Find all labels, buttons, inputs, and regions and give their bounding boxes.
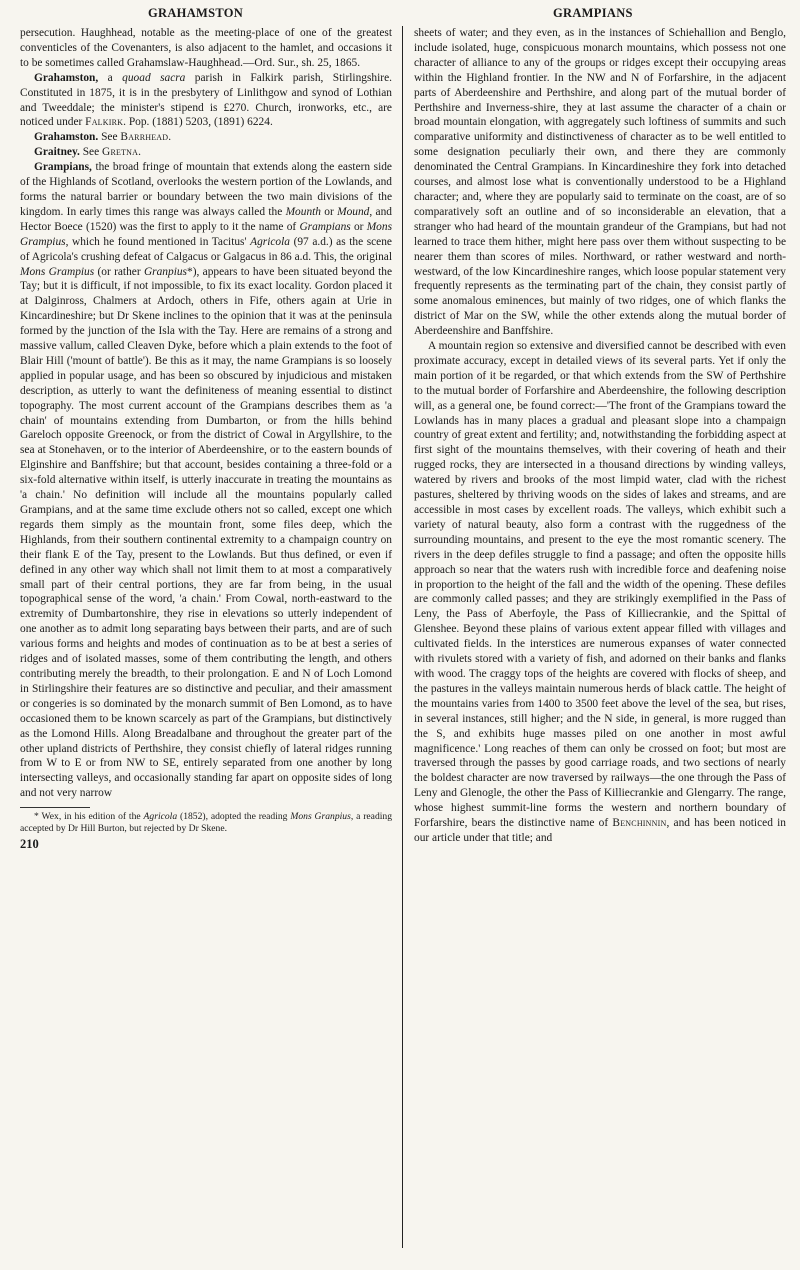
header-left: GRAHAMSTON — [148, 6, 244, 20]
entry-grahamston-parish — [20, 71, 392, 131]
text: *), appears to have been situated beyond the Tay; but it is difficult, if not impossible, to fix its exact locality. Gordon placed it at Dalginross, Chalmers at Ardoch, others in Fife, others again at Urie in Kincardineshire; but Dr Skene inclines to the opinion that it was at the peninsula formed by the junction of the Isla with the Tay. Here are remains of a strong and massive vallum, called Cleaven Dyke, before which a plain extends to the foot of Blair Hill ('mount of battle'). Be this as it may, the name Grampians is so loosely applied in popular usage, and has been so obscured by injudicious and mistaken description, as utterly to want the definiteness of meaning essential to distinct topography. The most current account of the Grampians describes them as 'a chain' of mountains extending from Dumbarton, or from the hills behind Gareloch opposite Greenock, or from the district of Cowal in Argyllshire, to the sea at Stonehaven, or to the interior of Aberdeenshire, or to the eastern bounds of Elginshire and Banffshire; but that account, besides containing a three-fold or a six-fold alternative within itself, is utterly inaccurate in treating the mountains as 'a chain.' No definition will include all the mountains popularly called Grampians, and at the same time exclude others not so called, except one which regards them simply as the mountain front, some files deep, which the Highlands, from their southern continental extremity to a champaign country on their flank E of the Tay, present to the Lowlands. But thus defined, or even if defined in any other way which shall not limit them to at most a comparatively small part of their central portions, they are far from being, in the usual topographical sense of the word, 'a chain.' From Cowal, north-eastward to the extremity of Dumbartonshire, they rise in elevations so utterly independent of one another as to admit long separating bays between their parts, and are of such various forms and heights and modes of continuation as to be at best a series of ridges and of isolated masses, some of them contributing the length, and others contributing merely the breadth, to their prolongation. E and N of Loch Lomond in Stirlingshire their features are so distinctive and peculiar, and their amassment or congeries is so dominated by the monarch summit of Ben Lomond, as to have occasioned them to be known scarcely as part of the Grampians, but distinctively as the Lomond Hills. Along Breadalbane and throughout the greater part of the other upland districts of Perthshire, they consist chiefly of lateral ridges running from W to E or from NW to SE, entirely separated from one another by long intersecting valleys, and occasionally standing far apart on opposite sides of long and not very narrow — [20, 265, 392, 800]
cross-reference: Barrhead — [120, 131, 169, 144]
cross-reference: Falkirk — [85, 116, 124, 129]
text: the broad fringe of mountain that extends along the eastern side of the Highlands of Scotland, overlooks the western portion of the Lowlands, and forms the natural barrier or boundary between the two main divisions of the kingdom. In early times this range was always called the — [20, 161, 392, 218]
header-right: GRAMPIANS — [553, 6, 633, 20]
running-header — [0, 6, 800, 26]
italic-text: Grampians — [299, 220, 351, 233]
left-column — [20, 26, 392, 852]
text: A mountain region so extensive and diversified cannot be described with even proximate accuracy, except in detailed views of its several parts. Yet if only the main portion of it be regarded, or that which extends from the SW of Perthshire to the mutual border of Forfarshire and Aberdeenshire, the following description will, as a general one, be found correct:—'The front of the Grampians toward the Lowlands has in many places a gradual and pleasant slope into a champaign country of great extent and fertility; and, notwithstanding the forbidding aspect at first sight of the mountains themselves, with their covering of heath and their rugged rocks, they are intersected in a thousand directions by winding valleys, watered by rivers and brooks of the most limpid water, clad with the richest pastures, sheltered by thriving woods on the sides of lakes and streams, and are accessible in most cases by excellent roads. The valleys, which exhibit such a variety of natural beauty, also form a contrast with the ruggedness of the surrounding mountains, and present to the eye the most romantic scenery. The rivers in the deep defiles struggle to find a passage; and often the opposite hills approach so near that the waters rush with incredible force and deafening noise in proportion to the height of the fall and the width of the opening. These defiles are commonly called passes; and they are strikingly exemplified in the Pass of Leny, the Pass of Aberfoyle, the Pass of Killiecrankie, and the Spittal of Glenshee. Beyond these plains of various extent appear filled with villages and cultivated fields. In the interstices are numerous expanses of water connected with rivulets stored with a variety of fish, and adorned on their banks and flanks with wood. The craggy tops of the heights are covered with flocks of sheep, and the pastures in the valleys maintain numerous herds of black cattle. The height of the mountains varies from 1400 to 3500 feet above the level of the sea, but rises, in several instances, still higher; and the N side, in general, is more rugged than the S, and exhibits huge masses piled on one another in most awful magnificence.' Long reaches of them can only be crossed on foot; but most are traversed through the passes by good carriage roads, and two sections of nearly the boldest character are now traversed by railways—the one through the Pass of Leny and Glenogle, the other the Pass of Killiecrankie and Glengarry. The range, whose highest summit-line forms the western and northern boundary of Forfarshire, bears the distinctive name of — [414, 340, 786, 830]
text: (1852), adopted the reading — [177, 811, 291, 823]
text: * Wex, in his edition of the — [34, 811, 144, 823]
text: , and Hector Boece (1520) was the first to apply to it the name of — [20, 205, 392, 233]
italic-text: Agricola — [143, 811, 178, 823]
headword: Grahamston. — [34, 131, 99, 144]
text: or — [350, 220, 367, 233]
italic-text: Granpius — [143, 265, 187, 278]
text: . Pop. (1881) 5203, (1891) 6224. — [123, 116, 273, 129]
paragraph: sheets of water; and they even, as in the instances of Schiehallion and Benglo, include isolated, huge, conspicuous monarch mountains, which possess not one character of alliance to any of the groups or ridges except their occupying areas within the Highland frontier. In the NW and N of Forfarshire, in the adjacent parts of Aberdeenshire and Perthshire, and along part of the mutual border of Perthshire and Inverness-shire, they at last assume the character of a chain or broad mountain elongation, with aggregately such loftiness of summits and such comparative uniformity and distinctiveness of character as to be well entitled to some designation peculiarly their own, and there they are commonly denominated the Central Grampians. In Kincardineshire they fork into detached courses, and almost lose what is conventionally understood to be a Highland character; and, where they are popularly said to terminate on the coast, are of so comparatively soft an outline and of so inconsiderable an elevation, that a stranger who had heard of the mountain grandeur of the Grampians, but had not learned to trace them hither, might here pass over them without suspecting to be nearer them than scores of miles. Northward, or rather westward and north-westward, of the low Kincardineshire ranges, which loose popular statement very frequently represents as the terminating part of the chain, they consist partly of some anomalous eminences, but mainly of two ridges, one of which flanks the district of Mar on the SW, while the other extends along the mutual border of Aberdeenshire and Banffshire. — [414, 27, 786, 338]
entry-grampians — [20, 160, 392, 801]
text: . — [138, 146, 141, 159]
text: See — [98, 131, 121, 144]
entry-graitney — [20, 145, 392, 160]
page-number: 210 — [20, 837, 39, 852]
text: , a reading accepted by Dr Hill Burton, but rejected by Dr Skene. — [20, 811, 392, 835]
headword: Grampians, — [34, 161, 92, 174]
italic-text: Mons Granpius — [290, 811, 351, 823]
italic-text: Agricola — [250, 235, 290, 248]
italic-text: Mound — [337, 205, 370, 218]
cross-reference: Benchinnin — [612, 817, 667, 830]
italic-text: Mounth — [285, 205, 321, 218]
italic-text: Mons Grampius — [20, 265, 95, 278]
text: , which he found mentioned in Tacitus' — [65, 235, 251, 248]
text: a — [98, 71, 123, 84]
column-divider — [402, 26, 403, 1248]
italic-text: quoad sacra — [122, 71, 186, 84]
italic-text: Mons Grampius — [20, 220, 392, 248]
footnote — [20, 811, 392, 835]
entry-grahamston-see — [20, 130, 392, 145]
text: See — [79, 146, 103, 159]
footnote-rule — [20, 807, 90, 808]
paragraph — [414, 339, 786, 846]
text: (97 a.d.) as the scene of Agricola's crushing defeat of Calgacus or Galgacus in 86 a.d. This, the original — [20, 235, 392, 263]
cross-reference: Gretna — [102, 146, 139, 159]
text: or — [321, 205, 338, 218]
text: parish in Falkirk parish, Stirlingshire. Constituted in 1875, it is in the presbytery of Linlithgow and synod of Lothian and Tweeddale; the minister's stipend is £270. Church, ironworks, etc., are noticed under — [20, 71, 392, 129]
paragraph: persecution. Haughhead, notable as the meeting-place of one of the greatest conventicles of the Covenanters, is also adjacent to the hamlet, and occasions it to be sometimes called Grahamslaw-Haughhead.—Ord. Sur., sh. 25, 1865. — [20, 27, 392, 69]
text: . — [168, 131, 172, 144]
headword: Grahamston, — [34, 71, 99, 84]
text: , and has been noticed in our article under that title; and — [414, 817, 786, 844]
headword: Graitney. — [34, 146, 80, 159]
text: (or rather — [94, 265, 144, 278]
right-column — [414, 26, 786, 846]
